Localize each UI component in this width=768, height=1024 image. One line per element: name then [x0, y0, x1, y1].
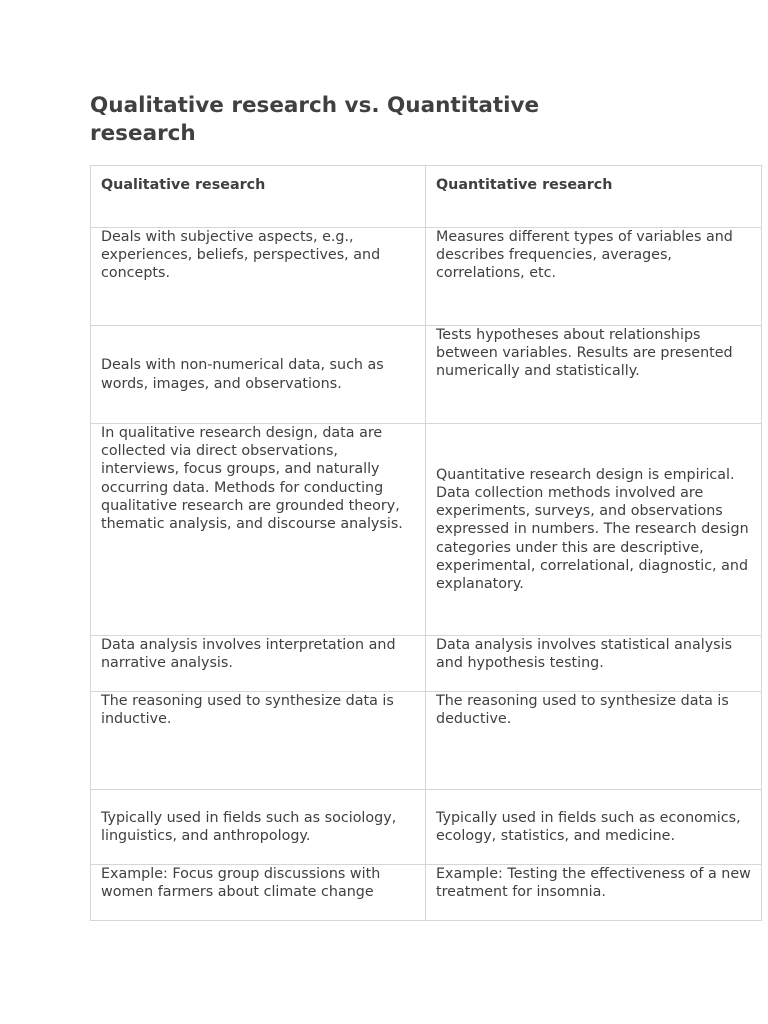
table-cell-qualitative: Typically used in fields such as sociology, linguistics, and anthropology.: [91, 790, 426, 865]
table-row: [91, 424, 762, 636]
table-cell-qualitative: The reasoning used to synthesize data is inductive.: [91, 692, 426, 790]
table-header-row: [91, 166, 762, 228]
table-cell-quantitative: Tests hypotheses about relationships between variables. Results are presented numerically and statistically.: [426, 326, 762, 424]
table-cell-qualitative: Deals with subjective aspects, e.g., experiences, beliefs, perspectives, and concepts.: [91, 228, 426, 326]
header-cell-quantitative: Quantitative research: [426, 166, 762, 228]
table-cell-qualitative: Data analysis involves interpretation and narrative analysis.: [91, 636, 426, 692]
table-row: [91, 790, 762, 865]
table-row: [91, 865, 762, 921]
table-row: [91, 228, 762, 326]
table-row: [91, 636, 762, 692]
table-cell-quantitative: Quantitative research design is empirical. Data collection methods involved are experiments, surveys, and observations expressed in numbers. The research design categories under this are descriptive, experimental, correlational, diagnostic, and explanatory.: [426, 424, 762, 636]
table-row: [91, 326, 762, 424]
table-cell-qualitative: Deals with non-numerical data, such as words, images, and observations.: [91, 326, 426, 424]
table-cell-quantitative: Example: Testing the effectiveness of a new treatment for insomnia.: [426, 865, 762, 921]
table-cell-quantitative: Measures different types of variables and describes frequencies, averages, correlations, etc.: [426, 228, 762, 326]
table-cell-qualitative: In qualitative research design, data are collected via direct observations, interviews, focus groups, and naturally occurring data. Methods for conducting qualitative research are grounded theory, thematic analysis, and discourse analysis.: [91, 424, 426, 636]
header-cell-qualitative: Qualitative research: [91, 166, 426, 228]
table-cell-qualitative: Example: Focus group discussions with women farmers about climate change: [91, 865, 426, 921]
page-title: Qualitative research vs. Quantitative research: [90, 93, 540, 146]
table-cell-quantitative: Typically used in fields such as economics, ecology, statistics, and medicine.: [426, 790, 762, 865]
table-cell-quantitative: Data analysis involves statistical analysis and hypothesis testing.: [426, 636, 762, 692]
table-cell-quantitative: The reasoning used to synthesize data is deductive.: [426, 692, 762, 790]
table-row: [91, 692, 762, 790]
comparison-table: [90, 165, 762, 921]
